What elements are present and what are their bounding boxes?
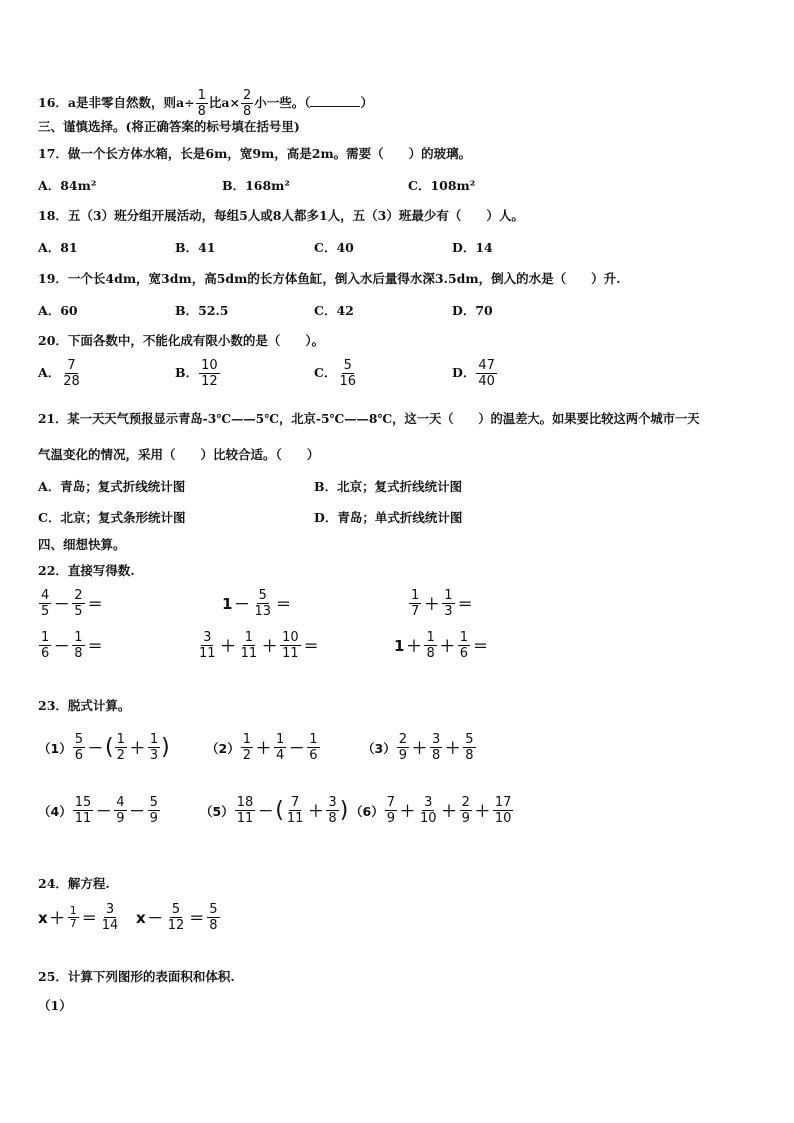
expression: $\frac{1}{7}$ ＋ $\frac{1}{3}$ ＝ xyxy=(411,588,473,619)
expression: （4） $\frac{15}{11}$ － $\frac{4}{9}$ － $\frac{5}{9}$ xyxy=(38,795,158,826)
question-18: 18．五（3）班分组开展活动，每组5人或8人都多1人，五（3）班最少有（ ）人。 xyxy=(38,208,524,223)
fraction: $\frac{2}{8}$ xyxy=(242,88,252,119)
expression: （2） $\frac{1}{2}$ ＋ $\frac{1}{4}$ － $\frac{1}{6}$ xyxy=(206,732,318,763)
option-d[interactable]: D．14 xyxy=(452,240,493,255)
section-3-heading: 三、谨慎选择。(将正确答案的标号填在括号里) xyxy=(38,119,300,134)
option-c[interactable]: C．40 xyxy=(314,240,354,255)
option-c[interactable]: C．北京；复式条形统计图 xyxy=(38,510,186,525)
question-23-title: 23．脱式计算。 xyxy=(38,698,131,713)
option-b[interactable]: B．168m² xyxy=(222,178,290,193)
expression: （3） $\frac{2}{9}$ ＋ $\frac{3}{8}$ ＋ $\frac{5}{8}$ xyxy=(362,732,474,763)
question-22-title: 22．直接写得数. xyxy=(38,563,135,578)
option-a[interactable]: A． $\frac{7}{28}$ xyxy=(38,358,80,389)
option-d[interactable]: D．70 xyxy=(452,303,493,318)
question-19: 19．一个长4dm，宽3dm，高5dm的长方体鱼缸，倒入水后量得水深3.5dm，倒入的水是（ ）升. xyxy=(38,271,621,286)
expression: $\frac{1}{6}$ － $\frac{1}{8}$ ＝ xyxy=(41,630,103,661)
section-4-heading: 四、细想快算。 xyxy=(38,537,126,552)
option-d[interactable]: D．青岛；单式折线统计图 xyxy=(314,510,463,525)
question-21-line-2: 气温变化的情况，采用（ ）比较合适。（ ） xyxy=(38,447,320,462)
option-a[interactable]: A．青岛；复式折线统计图 xyxy=(38,479,186,494)
option-a[interactable]: A．84m² xyxy=(38,178,97,193)
question-25-title: 25．计算下列图形的表面积和体积. xyxy=(38,969,235,984)
option-c[interactable]: C． $\frac{5}{16}$ xyxy=(314,358,356,389)
option-b[interactable]: B．北京；复式折线统计图 xyxy=(314,479,463,494)
option-d[interactable]: D． $\frac{47}{40}$ xyxy=(452,358,495,389)
question-25-sub-1: （1） xyxy=(38,998,72,1013)
expression: （5） $\frac{18}{11}$ － ( $\frac{7}{11}$ ＋ $\frac{3}{8}$ ) xyxy=(200,795,349,826)
option-b[interactable]: B．52.5 xyxy=(175,303,229,318)
option-a[interactable]: A．81 xyxy=(38,240,78,255)
question-16: 16．a是非零自然数，则a÷ $\frac{1}{8}$ 比a× $\frac{2}{8}$ 小一些。（ ） xyxy=(38,88,373,119)
expression: $\frac{4}{5}$ － $\frac{2}{5}$ ＝ xyxy=(41,588,103,619)
answer-blank[interactable] xyxy=(310,94,360,107)
option-c[interactable]: C．108m² xyxy=(408,178,476,193)
question-24-title: 24．解方程. xyxy=(38,876,110,891)
question-21-line-1: 21．某一天天气预报显示青岛-3℃——5℃，北京-5℃——8℃，这一天（ ）的温差大。如果要比较这两个城市一天 xyxy=(38,411,700,426)
question-17: 17．做一个长方体水箱，长是6m，宽9m，高是2m。需要（ ）的玻璃。 xyxy=(38,146,472,161)
option-c[interactable]: C．42 xyxy=(314,303,354,318)
expression: 1 － $\frac{5}{13}$ ＝ xyxy=(222,588,292,619)
option-b[interactable]: B．41 xyxy=(175,240,216,255)
question-20: 20．下面各数中，不能化成有限小数的是（ ）。 xyxy=(38,333,325,348)
option-b[interactable]: B． $\frac{10}{12}$ xyxy=(175,358,218,389)
equation: x － $\frac{5}{12}$ ＝ $\frac{5}{8}$ xyxy=(136,902,218,933)
fraction: $\frac{1}{8}$ xyxy=(197,88,206,119)
expression: 1 ＋ $\frac{1}{8}$ ＋ $\frac{1}{6}$ ＝ xyxy=(394,630,489,661)
expression: （1） $\frac{5}{6}$ － ( $\frac{1}{2}$ ＋ $\frac{1}{3}$ ) xyxy=(38,732,170,763)
expression: （6） $\frac{7}{9}$ ＋ $\frac{3}{10}$ ＋ $\frac{2}{9}$ ＋ $\frac{17}{10}$ xyxy=(350,795,512,826)
option-a[interactable]: A．60 xyxy=(38,303,78,318)
expression: $\frac{3}{11}$ ＋ $\frac{1}{11}$ ＋ $\frac{10}{11}$ ＝ xyxy=(199,630,319,661)
equation: x ＋ $\frac{1}{7}$ ＝ $\frac{3}{14}$ xyxy=(38,902,119,933)
